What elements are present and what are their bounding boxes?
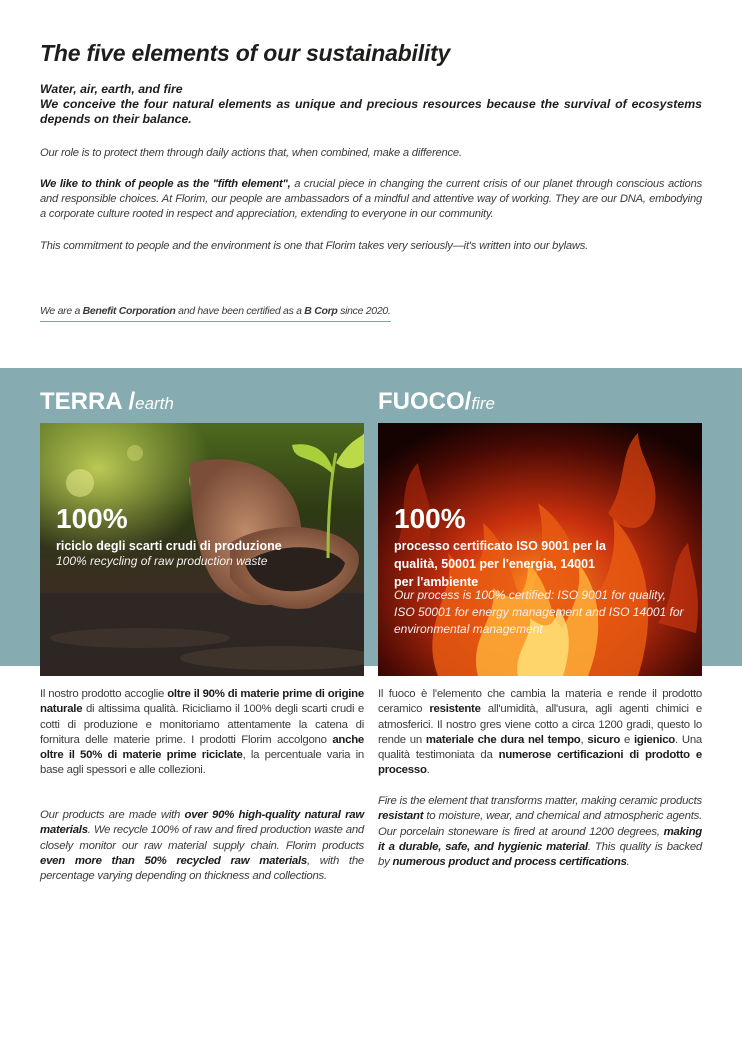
- earth-it-bold-2: anche oltre il 50% di materie prime riciclate: [40, 733, 364, 762]
- fire-text-it: [378, 687, 702, 779]
- benefit-corporation-label: Benefit Corporation: [82, 305, 176, 317]
- earth-en-text-1: Our products are made with: [40, 809, 185, 821]
- fire-en-bold-2: making it a durable, safe, and hygienic material: [378, 825, 702, 853]
- fire-en-text-2: to moisture, wear, and chemical and atmospheric agents. Our porcelain stoneware is fired at around 1200 degrees,: [378, 810, 702, 838]
- bcorp-label: B Corp: [304, 305, 338, 317]
- commitment-paragraph: This commitment to people and the environment is one that Florim takes very seriously—it's written into our bylaws.: [40, 240, 589, 252]
- earth-heading: [40, 388, 174, 416]
- earth-text-en: [40, 808, 364, 884]
- earth-it-text-2: di altissima qualità. Ricicliamo il 100% degli scarti crudi e cotti di produzione e monitoriamo attentamente la catena di fornitura delle materie prime. I prodotti Florim accolgono: [40, 703, 364, 746]
- fire-it-text-3: ,: [580, 733, 588, 746]
- fire-it-text-1: Il fuoco è l'elemento che cambia la materia e rende il prodotto ceramico: [378, 688, 702, 716]
- fire-it-bold-4: igienico: [633, 733, 676, 746]
- fire-it-bold-2: materiale che dura nel tempo: [425, 733, 581, 746]
- earth-caption: riciclo degli scarti crudi di produzione: [56, 539, 282, 553]
- fire-title: FUOCO/: [378, 388, 472, 415]
- fire-text-en: [378, 794, 702, 870]
- earth-it-bold-1: oltre il 90% di materie prime di origine naturale: [40, 688, 364, 716]
- bcorp-text-2: and have been certified as a: [175, 305, 305, 317]
- fifth-element-paragraph: [40, 177, 702, 222]
- fire-en-text-3: . This quality is backed by: [378, 840, 702, 869]
- role-paragraph: Our role is to protect them through daily actions that, when combined, make a difference.: [40, 147, 462, 159]
- earth-title: TERRA /: [40, 388, 136, 415]
- fire-it-bold-1: resistente: [429, 703, 481, 716]
- earth-percent: 100%: [56, 503, 128, 534]
- earth-en-text-2: . We recycle 100% of raw and fired production waste and closely monitor our raw material supply chain. Florim products: [40, 824, 364, 852]
- earth-it-text-1: Il nostro prodotto accoglie: [40, 688, 168, 700]
- page-title: The five elements of our sustainability: [40, 40, 451, 66]
- fire-percent: 100%: [394, 503, 466, 534]
- lead-heading: Water, air, earth, and fire: [40, 82, 183, 96]
- earth-en-bold-1: over 90% high-quality natural raw materials: [40, 809, 364, 837]
- earth-text-it: [40, 687, 364, 779]
- earth-subtitle: earth: [135, 394, 174, 413]
- lead-text: We conceive the four natural elements as unique and precious resources because the survival of ecosystems depends on their balance.: [40, 97, 702, 126]
- fire-it-bold-3: sicuro: [587, 733, 621, 746]
- bcorp-statement: [40, 305, 391, 322]
- fire-en-bold-1: resistant: [378, 810, 424, 823]
- fire-en-bold-3: numerous product and process certifications: [392, 856, 627, 869]
- bcorp-text-3: since 2020.: [337, 305, 391, 317]
- bcorp-text-1: We are a: [40, 305, 83, 317]
- fire-caption-en: Our process is 100% certified: ISO 9001 for quality, ISO 50001 for energy management and ISO 14001 for environmental management: [394, 588, 684, 636]
- fire-subtitle: fire: [471, 394, 495, 413]
- earth-caption-en: 100% recycling of raw production waste: [56, 554, 268, 568]
- fire-it-text-5: . Una qualità testimoniata da: [378, 733, 702, 762]
- fire-heading: [378, 388, 495, 416]
- fire-it-text-4: e: [620, 733, 634, 746]
- earth-en-bold-2: even more than 50% recycled raw materials: [40, 854, 307, 867]
- fire-en-text-4: .: [626, 856, 630, 869]
- earth-en-text-3: , with the percentage varying depending on thickness and collections.: [40, 854, 364, 883]
- fifth-element-text: a crucial piece in changing the current crisis of our planet through conscious actions and responsible choices. At Florim, our people are ambassadors of a mindful and attentive way of working. They are our DNA, embodying a corporate culture rooted in respect and appreciation, extending to everyone in our community.: [40, 178, 702, 220]
- earth-it-text-3: , la percentuale varia in base agli spessori e alle collezioni.: [40, 749, 364, 777]
- fire-it-text-2: all'umidità, all'usura, agli agenti chimici e atmosferici. Il nostro gres viene cotto a circa 1200 gradi, questo lo rende un: [378, 703, 702, 746]
- fire-it-bold-5: numerose certificazioni di prodotto e processo: [378, 749, 702, 777]
- fire-caption: processo certificato ISO 9001 per la qualità, 50001 per l'energia, 14001 per l'ambiente: [394, 539, 606, 589]
- fifth-element-bold: We like to think of people as the "fifth element",: [40, 178, 291, 190]
- fire-en-text-1: Fire is the element that transforms matter, making ceramic products: [378, 795, 702, 807]
- fire-photo: [378, 423, 702, 676]
- fire-it-text-6: .: [426, 764, 430, 777]
- earth-photo: [40, 423, 364, 676]
